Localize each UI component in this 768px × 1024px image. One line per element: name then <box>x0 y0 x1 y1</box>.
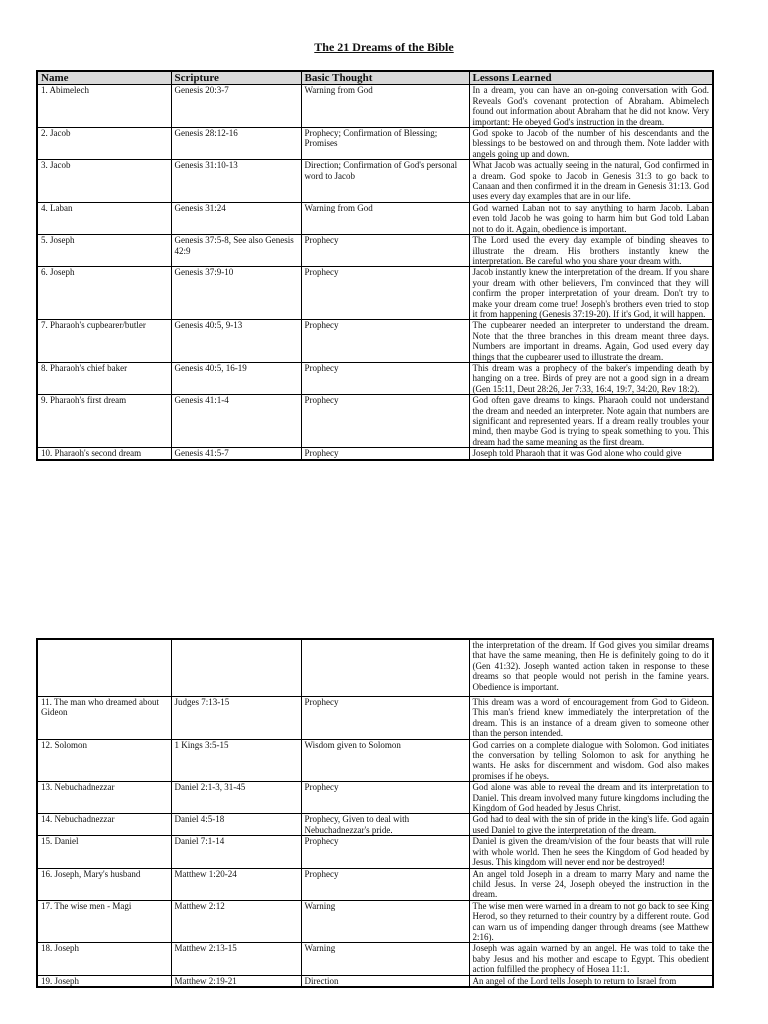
basic-thought-cell: Warning from God <box>301 202 469 234</box>
dream-name-cell: 11. The man who dreamed about Gideon <box>37 697 171 740</box>
scripture-cell: Matthew 1:20-24 <box>171 868 301 900</box>
table-row <box>37 202 713 234</box>
lesson-cell: God spoke to Jacob of the number of his descendants and the blessings to be bestowed on and through them. Note ladder with angels going up and down. <box>469 128 713 160</box>
table-row <box>37 160 713 203</box>
header-lessons-learned: Lessons Learned <box>469 71 713 85</box>
table-row <box>37 235 713 267</box>
dream-name-cell: 15. Daniel <box>37 836 171 868</box>
header-scripture: Scripture <box>171 71 301 85</box>
basic-thought-cell: Warning <box>301 943 469 975</box>
scripture-cell: Judges 7:13-15 <box>171 697 301 740</box>
table-header-row <box>37 71 713 85</box>
scripture-cell: Genesis 37:5-8, See also Genesis 42:9 <box>171 235 301 267</box>
table-row <box>37 943 713 975</box>
document-title: The 21 Dreams of the Bible <box>314 40 454 54</box>
scripture-cell: Daniel 4:5-18 <box>171 814 301 836</box>
lesson-cell: The wise men were warned in a dream to not go back to see King Herod, so they returned to their country by a different route. God can warn us of impending danger through dreams (see Matthew 2:16). <box>469 900 713 943</box>
table-row <box>37 128 713 160</box>
dream-name-cell: 9. Pharaoh's first dream <box>37 395 171 448</box>
basic-thought-cell: Prophecy <box>301 782 469 814</box>
dream-name-cell: 18. Joseph <box>37 943 171 975</box>
basic-thought-cell: Prophecy <box>301 395 469 448</box>
continuation-lesson: the interpretation of the dream. If God gives you similar dreams that have the same meaning, then He is definitely going to do it (Gen 41:32). Joseph wanted action taken in response to these dreams so that people would not perish in the famine years. Obedience is important. <box>469 639 713 697</box>
dream-name-cell: 10. Pharaoh's second dream <box>37 448 171 460</box>
header-basic-thought: Basic Thought <box>301 71 469 85</box>
table-row <box>37 975 713 987</box>
dreams-table-page-2 <box>36 638 714 988</box>
scripture-cell: Daniel 2:1-3, 31-45 <box>171 782 301 814</box>
basic-thought-cell: Warning <box>301 900 469 943</box>
basic-thought-cell: Warning from God <box>301 85 469 128</box>
basic-thought-cell: Prophecy <box>301 697 469 740</box>
table-row <box>37 836 713 868</box>
basic-thought-cell: Prophecy <box>301 448 469 460</box>
scripture-cell: 1 Kings 3:5-15 <box>171 739 301 782</box>
scripture-cell: Genesis 40:5, 16-19 <box>171 362 301 394</box>
table-row <box>37 85 713 128</box>
lesson-cell: The cupbearer needed an interpreter to understand the dream. Note that the three branches in this dream meant three days. Numbers are important in dreams. Again, God used every day things that the cupbearer used to illustrate the dream. <box>469 320 713 363</box>
lesson-cell: God alone was able to reveal the dream and its interpretation to Daniel. This dream involved many future kingdoms including the Kingdom of God headed by Jesus Christ. <box>469 782 713 814</box>
table-row <box>37 362 713 394</box>
basic-thought-cell: Prophecy <box>301 362 469 394</box>
scripture-cell: Genesis 41:1-4 <box>171 395 301 448</box>
basic-thought-cell: Direction; Confirmation of God's personal word to Jacob <box>301 160 469 203</box>
table-row <box>37 739 713 782</box>
lesson-cell: Daniel is given the dream/vision of the four beasts that will rule with whole world. Then he sees the Kingdom of God headed by Jesus. This kingdom will never end nor be destroyed! <box>469 836 713 868</box>
lesson-cell: This dream was a prophecy of the baker's impending death by hanging on a tree. Birds of prey are not a good sign in a dream (Gen 15:11, Deut 28:26, Jer 7:33, 16:4, 19:7, 34:20, Rev 18:2). <box>469 362 713 394</box>
dream-name-cell: 19. Joseph <box>37 975 171 987</box>
scripture-cell: Matthew 2:12 <box>171 900 301 943</box>
scripture-cell: Genesis 40:5, 9-13 <box>171 320 301 363</box>
lesson-cell: What Jacob was actually seeing in the natural, God confirmed in a dream. God spoke to Jacob in Genesis 31:3 to go back to Canaan and then confirmed it in the dream in Genesis 31:13. God uses every day examples that are in our life. <box>469 160 713 203</box>
table-row <box>37 395 713 448</box>
basic-thought-cell: Prophecy, Given to deal with Nebuchadnezzar's pride. <box>301 814 469 836</box>
lesson-cell: Joseph was again warned by an angel. He was told to take the baby Jesus and his mother and escape to Egypt. This obedient action fulfilled the prophecy of Hosea 11:1. <box>469 943 713 975</box>
scripture-cell: Genesis 41:5-7 <box>171 448 301 460</box>
lesson-cell: This dream was a word of encouragement from God to Gideon. This man's friend knew immediately the interpretation of the dream. This is an instance of a dream given to someone other than the person intended. <box>469 697 713 740</box>
dream-name-cell: 16. Joseph, Mary's husband <box>37 868 171 900</box>
dream-name-cell: 14. Nebuchadnezzar <box>37 814 171 836</box>
dream-name-cell: 7. Pharaoh's cupbearer/butler <box>37 320 171 363</box>
empty-thought-cell <box>301 639 469 697</box>
table-row <box>37 900 713 943</box>
dream-name-cell: 5. Joseph <box>37 235 171 267</box>
lesson-cell: God had to deal with the sin of pride in the king's life. God again used Daniel to give the interpretation of the dream. <box>469 814 713 836</box>
lesson-cell: Joseph told Pharaoh that it was God alone who could give <box>469 448 713 460</box>
empty-name-cell <box>37 639 171 697</box>
table-row <box>37 697 713 740</box>
scripture-cell: Genesis 31:10-13 <box>171 160 301 203</box>
scripture-cell: Matthew 2:13-15 <box>171 943 301 975</box>
dream-name-cell: 1. Abimelech <box>37 85 171 128</box>
dream-name-cell: 8. Pharaoh's chief baker <box>37 362 171 394</box>
basic-thought-cell: Prophecy <box>301 235 469 267</box>
header-name: Name <box>37 71 171 85</box>
basic-thought-cell: Wisdom given to Solomon <box>301 739 469 782</box>
basic-thought-cell: Prophecy; Confirmation of Blessing; Promises <box>301 128 469 160</box>
scripture-cell: Genesis 31:24 <box>171 202 301 234</box>
table-row <box>37 267 713 320</box>
lesson-cell: An angel told Joseph in a dream to marry Mary and name the child Jesus. In verse 24, Joseph obeyed the instruction in the dream. <box>469 868 713 900</box>
table-row <box>37 320 713 363</box>
lesson-cell: In a dream, you can have an on-going conversation with God. Reveals God's covenant protection of Abraham. Abimelech found out information about Abraham that he did not know. Very important: He obeyed God's instruction in the dream. <box>469 85 713 128</box>
scripture-cell: Genesis 20:3-7 <box>171 85 301 128</box>
lesson-cell: Jacob instantly knew the interpretation of the dream. If you share your dream with other believers, I'm convinced that they will confirm the proper interpretation of your dream. Don't try to make your dream come true! Joseph's brothers even tried to stop it from happening (Genesis 37:19-20). If it's God, it will happen. <box>469 267 713 320</box>
scripture-cell: Genesis 37:9-10 <box>171 267 301 320</box>
table-row <box>37 814 713 836</box>
continuation-row <box>37 639 713 697</box>
basic-thought-cell: Prophecy <box>301 868 469 900</box>
dream-name-cell: 3. Jacob <box>37 160 171 203</box>
dream-name-cell: 12. Solomon <box>37 739 171 782</box>
dream-name-cell: 2. Jacob <box>37 128 171 160</box>
basic-thought-cell: Direction <box>301 975 469 987</box>
lesson-cell: An angel of the Lord tells Joseph to return to Israel from <box>469 975 713 987</box>
basic-thought-cell: Prophecy <box>301 267 469 320</box>
table-body <box>37 85 713 460</box>
table-row <box>37 448 713 460</box>
scripture-cell: Matthew 2:19-21 <box>171 975 301 987</box>
dreams-table-page-1 <box>36 70 714 461</box>
basic-thought-cell: Prophecy <box>301 320 469 363</box>
lesson-cell: God carries on a complete dialogue with Solomon. God initiates the conversation by telling Solomon to ask for anything he wants. He asks for discernment and wisdom. God also makes promises if he obeys. <box>469 739 713 782</box>
dream-name-cell: 4. Laban <box>37 202 171 234</box>
dream-name-cell: 6. Joseph <box>37 267 171 320</box>
empty-scripture-cell <box>171 639 301 697</box>
lesson-cell: The Lord used the every day example of binding sheaves to illustrate the dream. His brothers instantly knew the interpretation. Be careful who you share your dream with. <box>469 235 713 267</box>
scripture-cell: Daniel 7:1-14 <box>171 836 301 868</box>
scripture-cell: Genesis 28:12-16 <box>171 128 301 160</box>
table-row <box>37 868 713 900</box>
table-row <box>37 782 713 814</box>
dream-name-cell: 17. The wise men - Magi <box>37 900 171 943</box>
lesson-cell: God warned Laban not to say anything to harm Jacob. Laban even told Jacob he was going to harm him but God told Laban not to do it. Again, obedience is important. <box>469 202 713 234</box>
table-body <box>37 639 713 987</box>
dream-name-cell: 13. Nebuchadnezzar <box>37 782 171 814</box>
lesson-cell: God often gave dreams to kings. Pharaoh could not understand the dream and needed an interpreter. Note again that numbers are significant and represented years. If a dream really troubles your mind, then maybe God is trying to speak something to you. This dream had the same meaning as the first dream. <box>469 395 713 448</box>
basic-thought-cell: Prophecy <box>301 836 469 868</box>
